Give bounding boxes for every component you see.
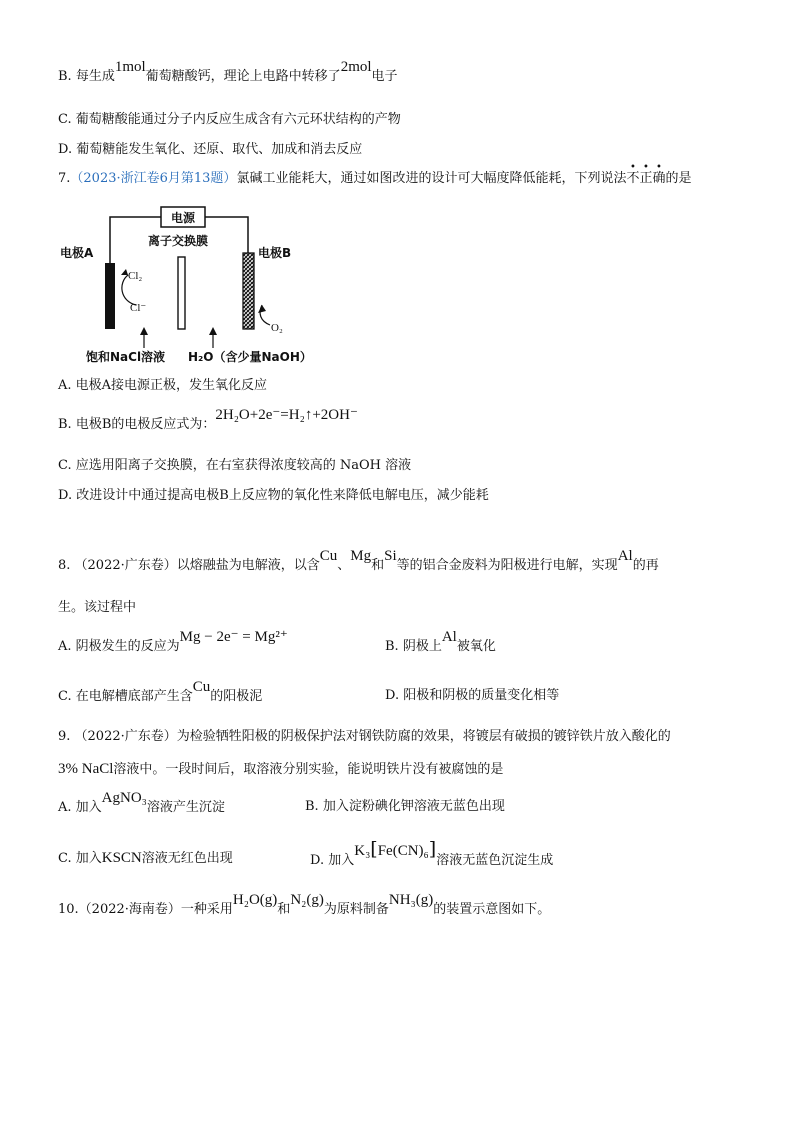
formula-mg: Mg — [350, 548, 372, 564]
electrode-a-label: 电极A — [60, 246, 94, 260]
formula-agno3: AgNO₃ — [101, 790, 147, 806]
q7-source: （2023·浙江卷6月第13题） — [70, 171, 237, 186]
formula-2mol: 2mol — [340, 59, 372, 75]
cl2-label: Cl₂ — [128, 270, 143, 282]
membrane-label: 离子交换膜 — [148, 234, 209, 248]
q8-option-c: C. 在电解槽底部产生含Cu的阳极泥 — [58, 679, 263, 704]
q7-option-d: D. 改进设计中通过提高电极B上反应物的氧化性来降低电解电压，减少能耗 — [58, 488, 489, 503]
formula-cu: Cu — [319, 548, 338, 564]
q6-option-c: C. 葡萄糖酸能通过分子内反应生成含有六元环状结构的产物 — [58, 112, 401, 127]
cl-minus-label: Cl⁻ — [130, 302, 147, 314]
q7-option-c: C. 应选用阳离子交换膜，在右室获得浓度较高的 NaOH 溶液 — [58, 458, 412, 473]
formula-ferricyanide: Fe(CN)₆ — [377, 843, 429, 859]
electrode-b-equation: 2H₂O+2e⁻=H₂↑+2OH⁻ — [215, 407, 358, 423]
q9-option-b: B. 加入淀粉碘化钾溶液无蓝色出现 — [305, 799, 505, 814]
cathode-equation: Mg − 2e⁻ = Mg²⁺ — [179, 629, 288, 645]
formula-n2: N₂(g) — [290, 892, 324, 908]
emphasis-char: • 确 — [652, 162, 666, 186]
electrode-b-label: 电极B — [258, 246, 292, 260]
q9-stem-line2: 3% NaCl溶液中。一段时间后，取溶液分别实验，能说明铁片没有被腐蚀的是 — [58, 761, 504, 777]
right-feed-label: H₂O（含少量NaOH） — [188, 350, 312, 364]
q6-option-d: D. 葡萄糖能发生氧化、还原、取代、加成和消去反应 — [58, 142, 363, 157]
q9-option-a: A. 加入AgNO₃溶液产生沉淀 — [58, 790, 225, 815]
right-feed-arrow — [209, 327, 217, 335]
q7-option-b: B. 电极B的电极反应式为：2H₂O+2e⁻=H₂↑+2OH⁻ — [58, 407, 358, 432]
left-feed-label: 饱和NaCl溶液 — [86, 350, 166, 364]
electrode-a — [105, 263, 115, 329]
formula-h2o: H₂O(g) — [232, 892, 278, 908]
q8-option-d: D. 阳极和阴极的质量变化相等 — [385, 688, 560, 703]
formula-al: Al — [617, 548, 633, 564]
q9-option-c: C. 加入KSCN溶液无红色出现 — [58, 850, 233, 866]
electrolysis-diagram — [58, 205, 368, 370]
ion-exchange-membrane — [178, 257, 185, 329]
o2-label: O₂ — [271, 322, 283, 334]
q7-stem: 7.（2023·浙江卷6月第13题）氯碱工业能耗大，通过如图改进的设计可大幅度降低能耗，下列说法 • 不 • 正 • 确的是 — [58, 162, 692, 186]
formula-nh3: NH₃(g) — [388, 892, 434, 908]
power-label: 电源 — [170, 211, 196, 225]
q8-option-b: B. 阴极上Al被氧化 — [385, 629, 496, 654]
left-feed-arrow — [140, 327, 148, 335]
formula-1mol: 1mol — [114, 59, 146, 75]
wire-right — [205, 217, 248, 253]
emphasis-char: • 不 — [626, 162, 640, 186]
q8-stem-line1: 8. （2022·广东卷）以熔融盐为电解液，以含Cu、Mg和Si等的铝合金废料为阳极进行电解，实现Al的再 — [58, 548, 659, 573]
q8-option-a: A. 阴极发生的反应为Mg − 2e⁻ = Mg²⁺ — [58, 629, 288, 654]
emphasis-char: • 正 — [639, 162, 653, 186]
q8-stem-line2: 生。该过程中 — [58, 600, 137, 615]
q7-option-a: A. 电极A接电源正极，发生氧化反应 — [58, 378, 268, 393]
q9-option-d: D. 加入K₃[Fe(CN)₆]溶液无蓝色沉淀生成 — [310, 838, 554, 868]
q6-option-b: B. 每生成1mol葡萄糖酸钙，理论上电路中转移了2mol电子 — [58, 59, 398, 84]
q10-stem: 10.（2022·海南卷）一种采用H₂O(g)和N₂(g)为原料制备NH₃(g)的装置示意图如下。 — [58, 892, 551, 917]
formula-kscn: KSCN — [101, 850, 142, 866]
formula-si: Si — [384, 548, 397, 564]
electrode-b — [243, 253, 254, 329]
q9-stem-line1: 9. （2022·广东卷）为检验牺牲阳极的阴极保护法对钢铁防腐的效果，将镀层有破损的镀锌铁片放入酸化的 — [58, 729, 671, 744]
